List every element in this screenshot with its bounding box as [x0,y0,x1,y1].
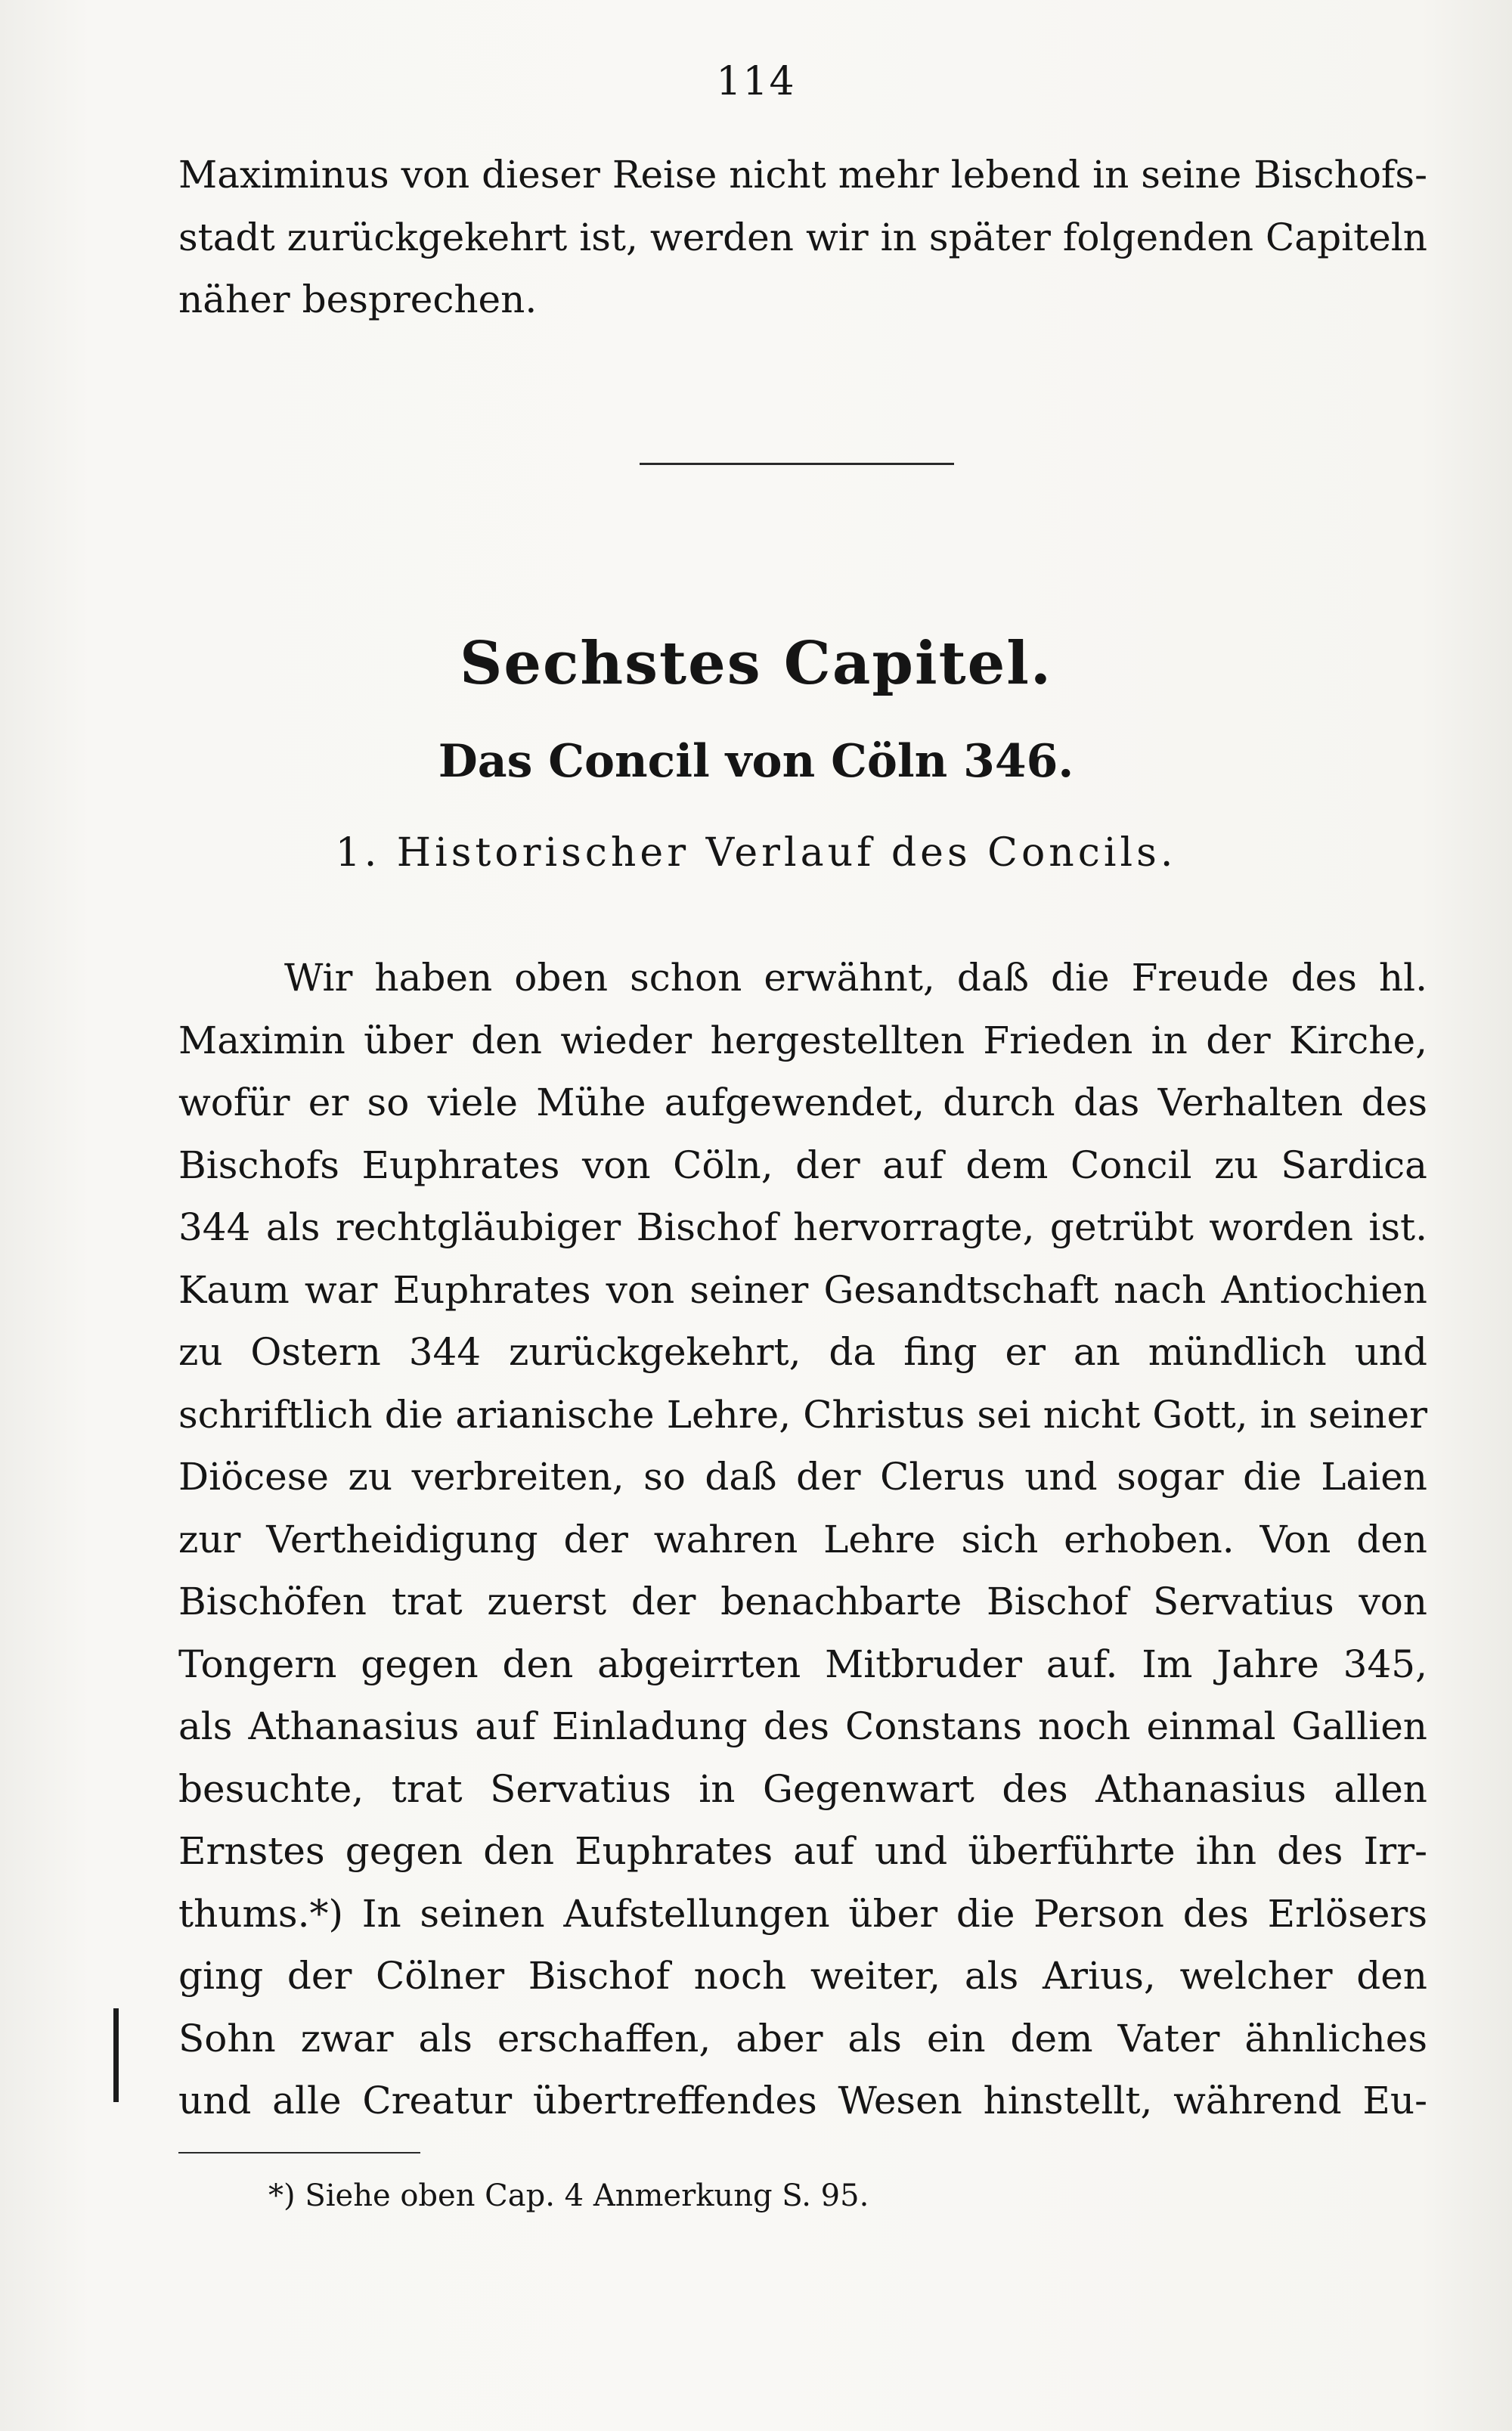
text-line: Kaum war Euphrates von seiner Gesandtschaft nach Antiochien [178,1267,1427,1312]
text-line: Sohn zwar als erschaffen, aber als ein dem Vater ähnliches [178,2016,1427,2060]
text-line: zur Vertheidigung der wahren Lehre sich erhoben. Von den [178,1517,1427,1561]
text-line: stadt zurückgekehrt ist, werden wir in später folgenden Capiteln [178,215,1427,259]
text-line: ging der Cölner Bischof noch weiter, als Arius, welcher den [178,1954,1427,1998]
margin-pencil-mark [113,2008,119,2102]
text-line: Maximin über den wieder hergestellten Frieden in der Kirche, [178,1018,1427,1062]
section-heading: 1. Historischer Verlauf des Concils. [335,830,1177,876]
footnote-divider [178,2152,420,2153]
text-line: Wir haben oben schon erwähnt, daß die Freude des hl. [284,956,1427,1000]
text-line: Diöcese zu verbreiten, so daß der Clerus und sogar die Laien [178,1455,1427,1499]
text-line: schriftlich die arianische Lehre, Christus sei nicht Gott, in seiner [178,1392,1427,1437]
text-line: Bischofs Euphrates von Cöln, der auf dem Concil zu Sardica [178,1143,1427,1187]
text-line: und alle Creatur übertreffendes Wesen hinstellt, während Eu- [178,2079,1427,2122]
intro-paragraph [178,144,1427,331]
text-line: Maximinus von dieser Reise nicht mehr lebend in seine Bischofs- [178,153,1427,197]
footnote: *) Siehe oben Cap. 4 Anmerkung S. 95. [268,2178,869,2213]
page-number: 114 [716,59,796,104]
text-line: näher besprechen. [178,278,538,321]
text-line: Tongern gegen den abgeirrten Mitbruder auf. Im Jahre 345, [178,1642,1427,1686]
body-paragraph [178,947,1427,2132]
text-line: Ernstes gegen den Euphrates auf und überführte ihn des Irr- [178,1829,1427,1873]
text-line: thums.*) In seinen Aufstellungen über die Person des Erlösers [178,1891,1427,1936]
chapter-title: Sechstes Capitel. [459,629,1053,698]
text-line: als Athanasius auf Einladung des Constans noch einmal Gallien [178,1704,1427,1748]
chapter-subtitle: Das Concil von Cöln 346. [438,735,1074,788]
text-line: wofür er so viele Mühe aufgewendet, durch das Verhalten des [178,1081,1427,1124]
section-divider [640,463,954,465]
text-line: Bischöfen trat zuerst der benachbarte Bischof Servatius von [178,1580,1427,1623]
text-line: besuchte, trat Servatius in Gegenwart des Athanasius allen [178,1766,1427,1811]
text-line: 344 als rechtgläubiger Bischof hervorragte, getrübt worden ist. [178,1205,1427,1249]
text-line: zu Ostern 344 zurückgekehrt, da fing er an mündlich und [178,1330,1427,1374]
